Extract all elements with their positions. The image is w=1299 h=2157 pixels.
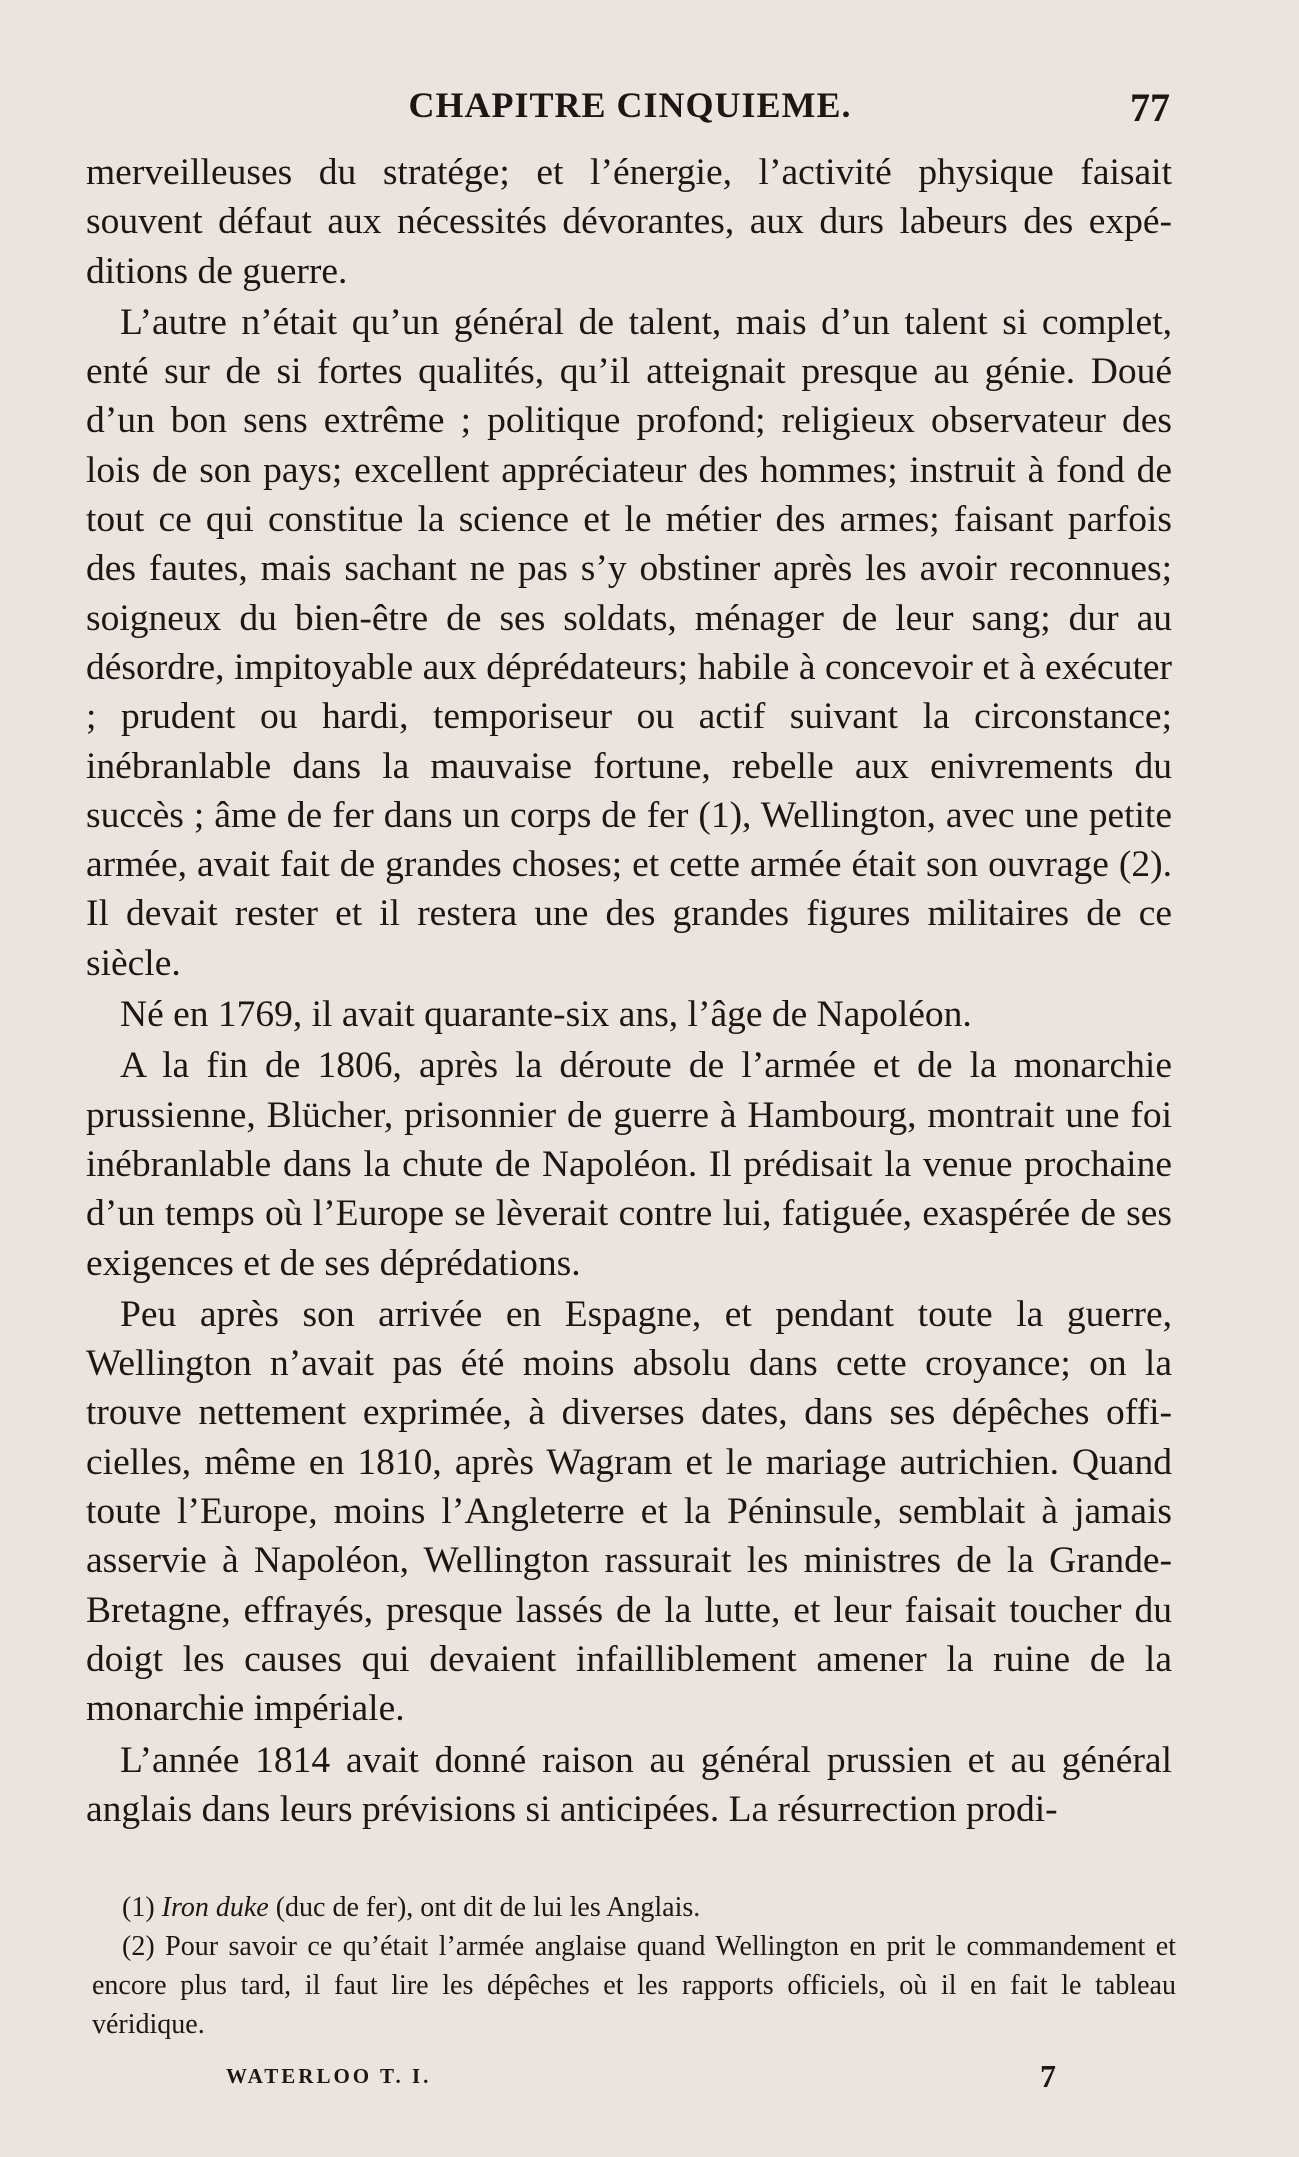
paragraph-4: A la fin de 1806, après la déroute de l’armée et de la monarchie prussienne, Blücher, prisonnier de guerre à Hambourg, montrait une foi inébranlable dans la chute de Napoléon. Il prédisait la venue prochaine d’un temps où l’Europe se lèverait contre lui, fatiguée, exaspérée de ses exigences et de ses déprédations.	[86, 1045, 1172, 1284]
footnote-2: (2) Pour savoir ce qu’était l’armée anglaise quand Wellington en prit le commandement et encore plus tard, il faut lire les dépêches et les rapports officiels, où il en fait le tableau véridique.	[92, 1931, 1176, 2040]
footnote-1-italic: Iron duke	[161, 1892, 269, 1923]
page-number: 77	[1130, 85, 1170, 130]
page-header	[90, 84, 1170, 134]
running-title: CHAPITRE CINQUIEME.	[408, 85, 852, 125]
page-footer	[226, 2058, 1056, 2098]
paragraph-6: L’année 1814 avait donné raison au général prussien et au général anglais dans leurs prévisions si anticipées. La résurrection prodi-	[86, 1739, 1172, 1830]
footnote-1	[92, 1888, 1176, 1927]
footnote-1-text: (duc de fer), ont dit de lui les Anglais.	[268, 1892, 701, 1923]
body-text	[86, 148, 1172, 1836]
paragraph-1: merveilleuses du stratége; et l’énergie, l’activité physique faisait souvent défaut aux nécessités dévorantes, aux durs labeurs des expéditions de guerre.	[86, 152, 1172, 292]
footnote-1-mark: (1)	[122, 1892, 155, 1923]
footnotes	[92, 1888, 1176, 2044]
paragraph-3: Né en 1769, il avait quarante-six ans, l’âge de Napoléon.	[120, 994, 972, 1036]
paragraph-2: L’autre n’était qu’un général de talent, mais d’un talent si complet, enté sur de si fortes qualités, qu’il atteignait presque au génie. Doué d’un bon sens extrême ; politique profond; religieux observateur des lois de son pays; excellent appréciateur des hommes; instruit à fond de tout ce qui constitue la science et le métier des armes; faisant parfois des fautes, mais sachant ne pas s’y obstiner après les avoir reconnues; soigneux du bien-être de ses soldats, ménager de leur sang; dur au désordre, impitoyable aux déprédateurs; habile à concevoir et à exécuter ; prudent ou hardi, temporiseur ou actif suivant la circonstance; inébranlable dans la mauvaise fortune, rebelle aux enivrements du succès ; âme de fer dans un corps de fer (1), Wellington, avec une petite armée, avait fait de grandes choses; et cette armée était son ouvrage (2). Il devait rester et il restera une des grandes figures militaires de ce siècle.	[86, 301, 1172, 984]
paragraph-5: Peu après son arrivée en Espagne, et pendant toute la guerre, Wellington n’avait pas été moins absolu dans cette croyance; on la trouve nettement exprimée, à diverses dates, dans ses dépêches officielles, même en 1810, après Wagram et le mariage autrichien. Quand toute l’Europe, moins l’Angleterre et la Péninsule, semblait à jamais asservie à Napoléon, Wellington rassurait les ministres de la Grande-Bretagne, effrayés, presque lassés de la lutte, et leur faisait toucher du doigt les causes qui devaient infailliblement amener la ruine de la monarchie impériale.	[86, 1293, 1172, 1730]
signature-number: 7	[1040, 2058, 1056, 2094]
signature-label: WATERLOO T. I.	[226, 2064, 432, 2088]
